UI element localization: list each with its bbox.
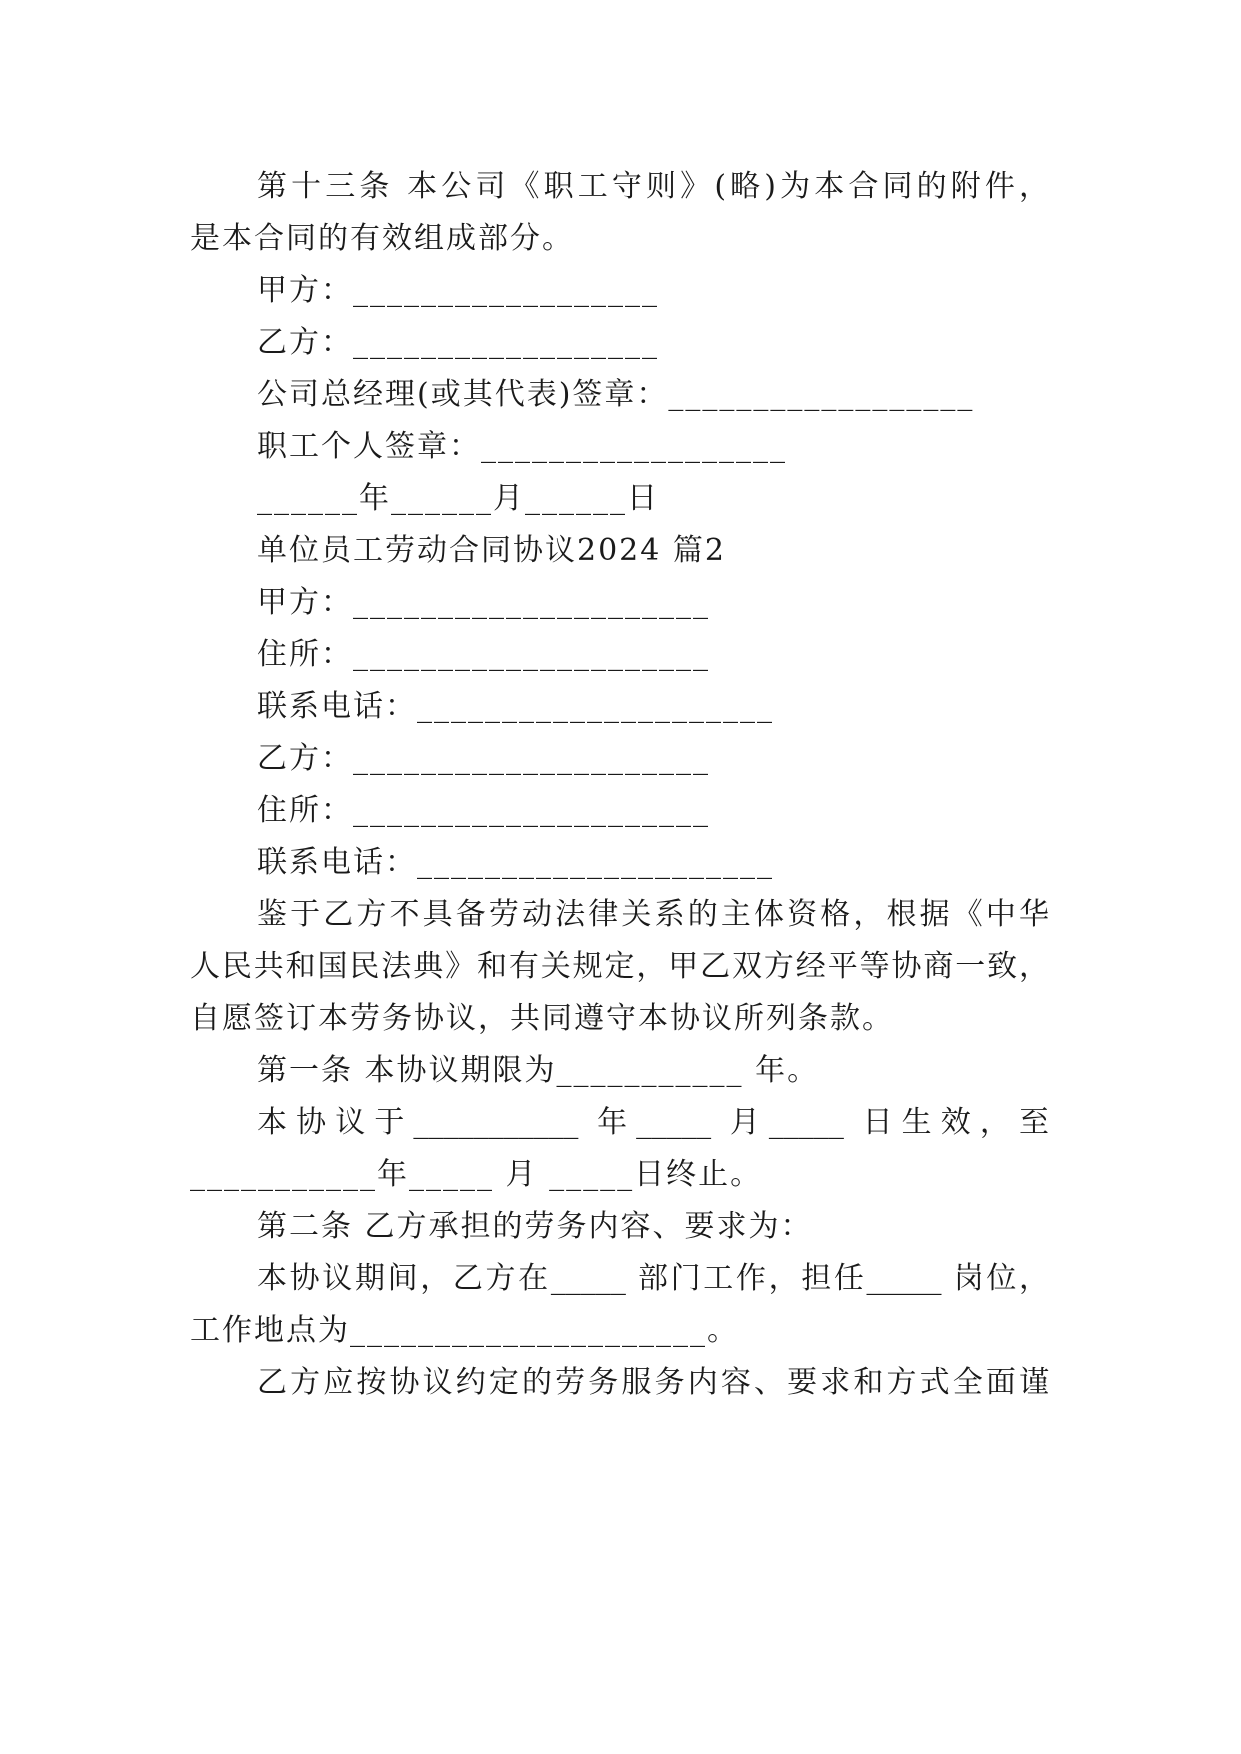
article-2-requirements-line: 乙方应按协议约定的劳务服务内容、要求和方式全面谨 [257,1365,1049,1400]
party-b-address-field: 住所：_____________________ [257,793,710,828]
preamble-line-1: 鉴于乙方不具备劳动法律关系的主体资格，根据《中华 [257,897,1049,932]
preamble-line-3: 自愿签订本劳务协议，共同遵守本协议所列条款。 [190,1001,894,1036]
party-b-field: 乙方：__________________ [257,325,659,360]
article-2-position-line-2: 工作地点为_____________________。 [190,1313,739,1348]
date-field: ______年______月______日 [257,481,659,516]
section-title: 单位员工劳动合同协议2024 篇2 [257,533,726,568]
article-1-effective-line-1: 本协议于___________ 年_____ 月_____ 日生效，至 [257,1105,1049,1140]
article-13-line-2: 是本合同的有效组成部分。 [190,221,574,256]
article-2-position-line-1: 本协议期间，乙方在_____ 部门工作，担任_____ 岗位， [257,1261,1049,1296]
party-a-phone-field: 联系电话：_____________________ [257,689,774,724]
party-b-phone-field: 联系电话：_____________________ [257,845,774,880]
article-1-effective-line-2: ___________年_____ 月 _____日终止。 [190,1157,763,1192]
party-a-name-field: 甲方：_____________________ [257,585,710,620]
article-2-heading: 第二条 乙方承担的劳务内容、要求为： [257,1209,813,1244]
party-a-field: 甲方：__________________ [257,273,659,308]
employee-signature-field: 职工个人签章：__________________ [257,429,787,464]
party-a-address-field: 住所：_____________________ [257,637,710,672]
preamble-line-2: 人民共和国民法典》和有关规定，甲乙双方经平等协商一致， [190,949,1049,984]
article-13-line-1: 第十三条 本公司《职工守则》(略)为本合同的附件， [257,169,1049,204]
manager-signature-field: 公司总经理(或其代表)签章：__________________ [257,377,975,412]
party-b-name-field: 乙方：_____________________ [257,741,710,776]
article-1-term: 第一条 本协议期限为___________ 年。 [257,1053,820,1088]
